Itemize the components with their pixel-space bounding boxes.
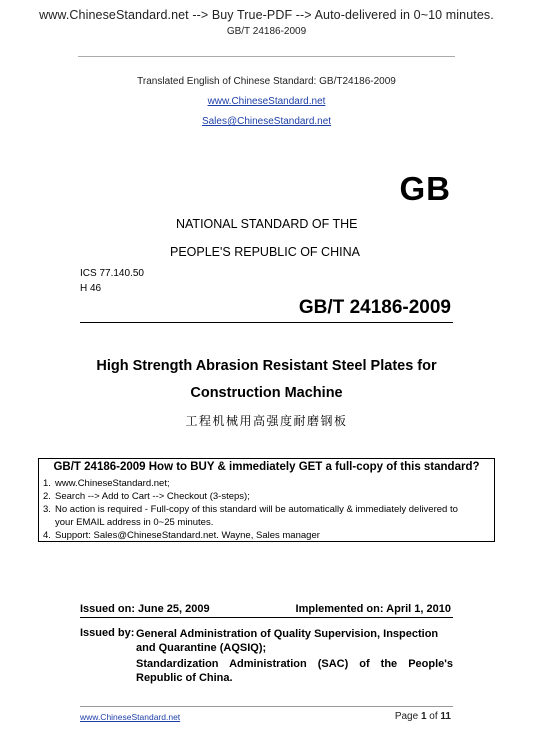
h-code: H 46 bbox=[80, 283, 102, 294]
gb-logo: GB bbox=[399, 170, 451, 207]
issuer-sac: Standardization Administration (SAC) of the People's Republic of China. bbox=[136, 658, 453, 684]
issued-on-date: Issued on: June 25, 2009 bbox=[80, 603, 210, 615]
buy-step bbox=[43, 490, 250, 503]
standard-code: GB/T 24186-2009 bbox=[298, 297, 451, 318]
footer-website-link[interactable]: www.ChineseStandard.net bbox=[80, 712, 181, 722]
national-standard-line2: PEOPLE'S REPUBLIC OF CHINA bbox=[170, 245, 360, 259]
ics-code: ICS 77.140.50 bbox=[80, 268, 144, 279]
header-doc-number: GB/T 24186-2009 bbox=[226, 26, 307, 37]
buy-step-text[interactable]: www.ChineseStandard.net; bbox=[55, 478, 170, 489]
buy-instructions-box bbox=[38, 458, 495, 542]
page-total: 11 bbox=[440, 711, 451, 722]
issued-by-label: Issued by: bbox=[80, 627, 135, 639]
buy-step-number: 4. bbox=[43, 530, 51, 541]
implemented-on-date: Implemented on: April 1, 2010 bbox=[295, 603, 451, 615]
website-link-wrap bbox=[0, 96, 533, 107]
document-title-line2: Construction Machine bbox=[190, 385, 343, 401]
buy-step-number: 2. bbox=[43, 491, 51, 502]
header-divider bbox=[78, 56, 455, 57]
issuer-aqsiq: General Administration of Quality Supervision, Inspection and Quarantine (AQSIQ); bbox=[136, 628, 439, 654]
website-link[interactable]: www.ChineseStandard.net bbox=[207, 96, 326, 107]
email-link[interactable]: Sales@ChineseStandard.net bbox=[201, 116, 332, 127]
top-banner: www.ChineseStandard.net --> Buy True-PDF --> Auto-delivered in 0~10 minutes. bbox=[39, 8, 494, 22]
buy-box-title: GB/T 24186-2009 How to BUY & immediately GET a full-copy of this standard? bbox=[53, 461, 480, 473]
buy-step-text: No action is required - Full-copy of this standard will be automatically & immediately delivered to bbox=[55, 504, 458, 515]
page-of: of bbox=[426, 711, 441, 722]
dates-divider bbox=[80, 617, 453, 618]
national-standard-line1: NATIONAL STANDARD OF THE bbox=[176, 217, 358, 231]
standard-divider bbox=[80, 322, 453, 323]
buy-step-number: 3. bbox=[43, 504, 51, 515]
page-prefix: Page bbox=[394, 711, 421, 722]
document-title-line1: High Strength Abrasion Resistant Steel Plates for bbox=[96, 358, 437, 374]
buy-step-text: Search --> Add to Cart --> Checkout (3-steps); bbox=[55, 491, 250, 502]
page-indicator bbox=[395, 711, 451, 722]
email-link-wrap bbox=[0, 116, 533, 127]
translated-notice: Translated English of Chinese Standard: GB/T24186-2009 bbox=[137, 76, 396, 87]
buy-step-text: Support: Sales@ChineseStandard.net. Wayne, Sales manager bbox=[55, 530, 320, 541]
buy-step-text: your EMAIL address in 0~25 minutes. bbox=[55, 517, 214, 528]
document-title-chinese: 工程机械用高强度耐磨钢板 bbox=[185, 414, 348, 428]
buy-step bbox=[43, 477, 170, 490]
buy-step bbox=[43, 516, 213, 529]
buy-step bbox=[43, 529, 320, 542]
buy-step bbox=[43, 503, 458, 516]
footer-divider bbox=[80, 706, 453, 707]
page-current: 1 bbox=[420, 711, 427, 722]
buy-step-number: 1. bbox=[43, 478, 51, 489]
